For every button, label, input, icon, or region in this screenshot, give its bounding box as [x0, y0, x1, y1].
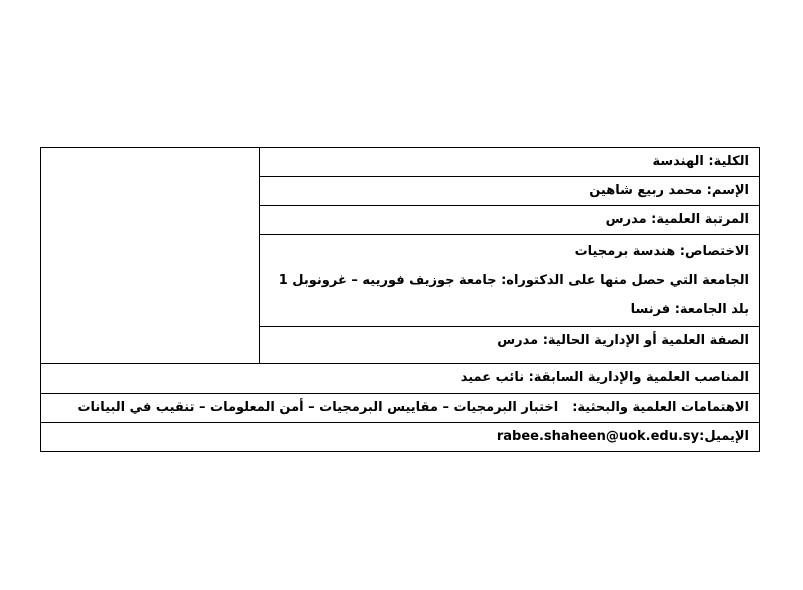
previous-positions-cell: [41, 364, 760, 394]
education-cell: [260, 235, 760, 327]
phd-university-text: الجامعة التي حصل منها على الدكتوراه: جامعة جوزيف فورييه – غرونوبل 1: [278, 273, 749, 288]
previous-positions-row: [41, 364, 760, 394]
interests-cell: [41, 394, 760, 423]
name-text: الإسم: محمد ربيع شاهين: [589, 183, 749, 198]
specialization-text: الاختصاص: هندسة برمجيات: [574, 244, 749, 259]
faculty-cell: [260, 148, 760, 177]
interests-label: الاهتمامات العلمية والبحثية:: [572, 400, 749, 415]
cv-table: [40, 147, 760, 452]
rank-cell: [260, 206, 760, 235]
rank-text: المرتبة العلمية: مدرس: [605, 212, 749, 227]
university-country-text: بلد الجامعة: فرنسا: [630, 302, 749, 317]
photo-placeholder: [41, 148, 260, 364]
faculty-text: الكلية: الهندسة: [652, 154, 749, 169]
current-position-text: الصفة العلمية أو الإدارية الحالية: مدرس: [497, 333, 749, 348]
email-cell: [41, 423, 760, 452]
interests-row: [41, 394, 760, 423]
interests-value: اختبار البرمجيات – مقاييس البرمجيات – أمن المعلومات – تنقيب في البيانات: [77, 400, 559, 415]
email-row: [41, 423, 760, 452]
faculty-row: [41, 148, 760, 177]
current-position-cell: [260, 327, 760, 364]
email-label: الإيميل:: [699, 429, 749, 444]
email-link[interactable]: rabee.shaheen@uok.edu.sy: [496, 429, 700, 444]
name-cell: [260, 177, 760, 206]
previous-positions-text: المناصب العلمية والإدارية السابقة: نائب عميد: [460, 370, 749, 385]
